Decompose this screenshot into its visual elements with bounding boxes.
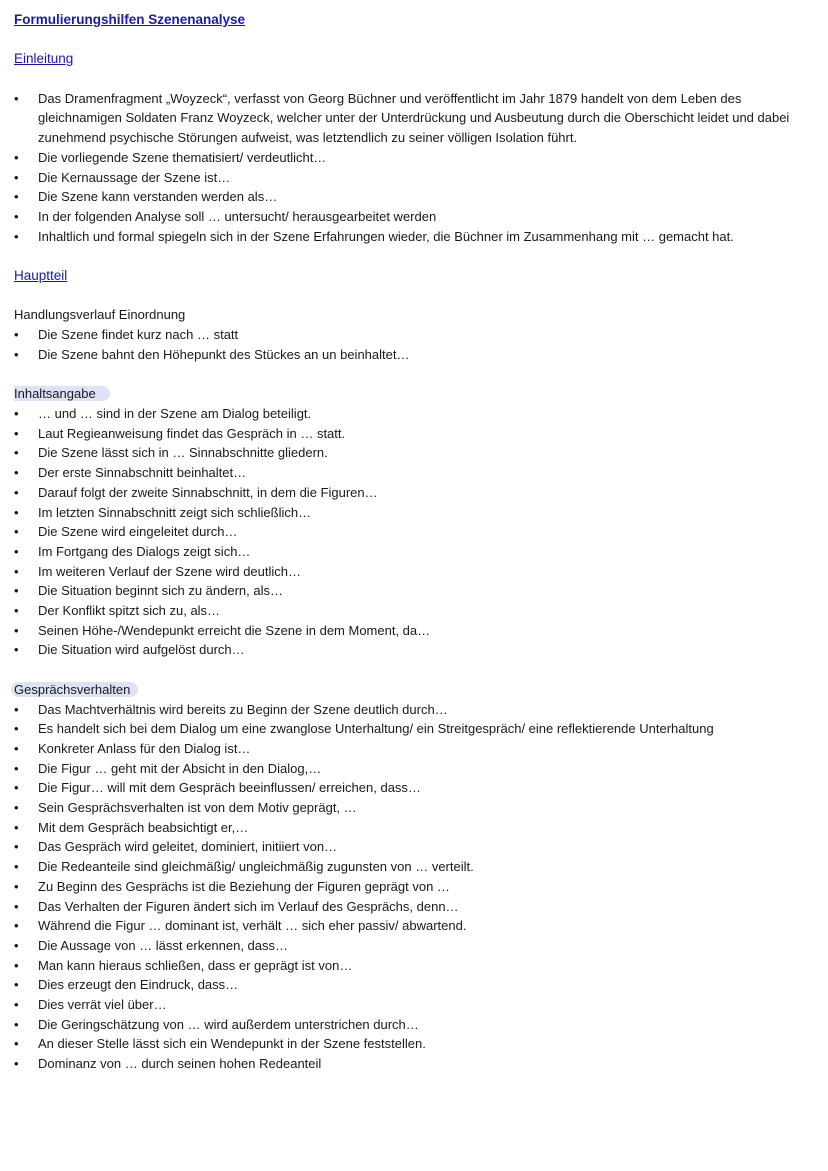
list-item: • Die Redeanteile sind gleichmäßig/ ungleichmäßig zugunsten von … verteilt. (14, 857, 814, 877)
list-item: • Die Geringschätzung von … wird außerdem unterstrichen durch… (14, 1015, 814, 1035)
subheading-inhaltsangabe (14, 384, 814, 404)
document-title: Formulierungshilfen Szenenanalyse (14, 12, 246, 27)
list-item: • Laut Regieanweisung findet das Gespräch in … statt. (14, 424, 814, 444)
list-item: • Das Verhalten der Figuren ändert sich im Verlauf des Gesprächs, denn… (14, 897, 814, 917)
subheading-gespraechsverhalten-text: Gesprächsverhalten (11, 682, 138, 697)
list-item: • Die Szene kann verstanden werden als… (14, 187, 814, 207)
list-item: • Die Figur … geht mit der Absicht in den Dialog,… (14, 759, 814, 779)
list-item: • Zu Beginn des Gesprächs ist die Beziehung der Figuren geprägt von … (14, 877, 814, 897)
list-item: • Es handelt sich bei dem Dialog um eine zwanglose Unterhaltung/ ein Streitgespräch/ eine reflektierende Unterhaltung (14, 719, 814, 739)
list-item: • Die Figur… will mit dem Gespräch beeinflussen/ erreichen, dass… (14, 778, 814, 798)
einleitung-list (14, 89, 814, 247)
list-item: • Im letzten Sinnabschnitt zeigt sich schließlich… (14, 503, 814, 523)
list-item: • Die Kernaussage der Szene ist… (14, 168, 814, 188)
list-item: • Die Aussage von … lässt erkennen, dass… (14, 936, 814, 956)
list-item: • Das Machtverhältnis wird bereits zu Beginn der Szene deutlich durch… (14, 700, 814, 720)
list-item: • Das Gespräch wird geleitet, dominiert, initiiert von… (14, 837, 814, 857)
gespraechsverhalten-list (14, 700, 814, 1074)
list-item: • Die Situation beginnt sich zu ändern, als… (14, 581, 814, 601)
list-item: • Dominanz von … durch seinen hohen Redeanteil (14, 1054, 814, 1074)
list-item: • Inhaltlich und formal spiegeln sich in der Szene Erfahrungen wieder, die Büchner im Zusammenhang mit … gemacht hat. (14, 227, 814, 247)
list-item: • Die Szene lässt sich in … Sinnabschnitte gliedern. (14, 443, 814, 463)
list-item: • Die vorliegende Szene thematisiert/ verdeutlicht… (14, 148, 814, 168)
list-item: • Im Fortgang des Dialogs zeigt sich… (14, 542, 814, 562)
subheading-inhaltsangabe-text: Inhaltsangabe (14, 386, 110, 401)
list-item: • Dies verrät viel über… (14, 995, 814, 1015)
list-item: • Der erste Sinnabschnitt beinhaltet… (14, 463, 814, 483)
list-item: • Die Situation wird aufgelöst durch… (14, 640, 814, 660)
list-item: • In der folgenden Analyse soll … untersucht/ herausgearbeitet werden (14, 207, 814, 227)
list-item: • Im weiteren Verlauf der Szene wird deutlich… (14, 562, 814, 582)
handlungsverlauf-list (14, 325, 814, 364)
inhaltsangabe-list (14, 404, 814, 660)
list-item: • Die Szene wird eingeleitet durch… (14, 522, 814, 542)
list-item: • Man kann hieraus schließen, dass er geprägt ist von… (14, 956, 814, 976)
list-item: • Mit dem Gespräch beabsichtigt er,… (14, 818, 814, 838)
list-item: • … und … sind in der Szene am Dialog beteiligt. (14, 404, 814, 424)
list-item: • Das Dramenfragment „Woyzeck“, verfasst von Georg Büchner und veröffentlicht im Jahr 1879 handelt von dem Leben des gleichnamigen Soldaten Franz Woyzeck, welcher unter der Unterdrückung und Ausbeutung durch die Oberschicht leidet und dabei zunehmend psychische Störungen aufweist, was letztendlich zu seiner völligen Isolation führt. (14, 89, 814, 148)
list-item: • Der Konflikt spitzt sich zu, als… (14, 601, 814, 621)
list-item: • Seinen Höhe-/Wendepunkt erreicht die Szene in dem Moment, da… (14, 621, 814, 641)
section-heading-einleitung[interactable]: Einleitung (14, 51, 74, 67)
document (14, 10, 814, 1074)
list-item: • Während die Figur … dominant ist, verhält … sich eher passiv/ abwartend. (14, 916, 814, 936)
list-item: • An dieser Stelle lässt sich ein Wendepunkt in der Szene feststellen. (14, 1034, 814, 1054)
list-item: • Die Szene bahnt den Höhepunkt des Stückes an un beinhaltet… (14, 345, 814, 365)
subheading-handlungsverlauf: Handlungsverlauf Einordnung (14, 307, 186, 323)
list-item: • Konkreter Anlass für den Dialog ist… (14, 739, 814, 759)
list-item: • Sein Gesprächsverhalten ist von dem Motiv geprägt, … (14, 798, 814, 818)
section-heading-hauptteil[interactable]: Hauptteil (14, 268, 68, 284)
list-item: • Dies erzeugt den Eindruck, dass… (14, 975, 814, 995)
list-item: • Die Szene findet kurz nach … statt (14, 325, 814, 345)
list-item: • Darauf folgt der zweite Sinnabschnitt, in dem die Figuren… (14, 483, 814, 503)
subheading-gespraechsverhalten (14, 680, 814, 700)
